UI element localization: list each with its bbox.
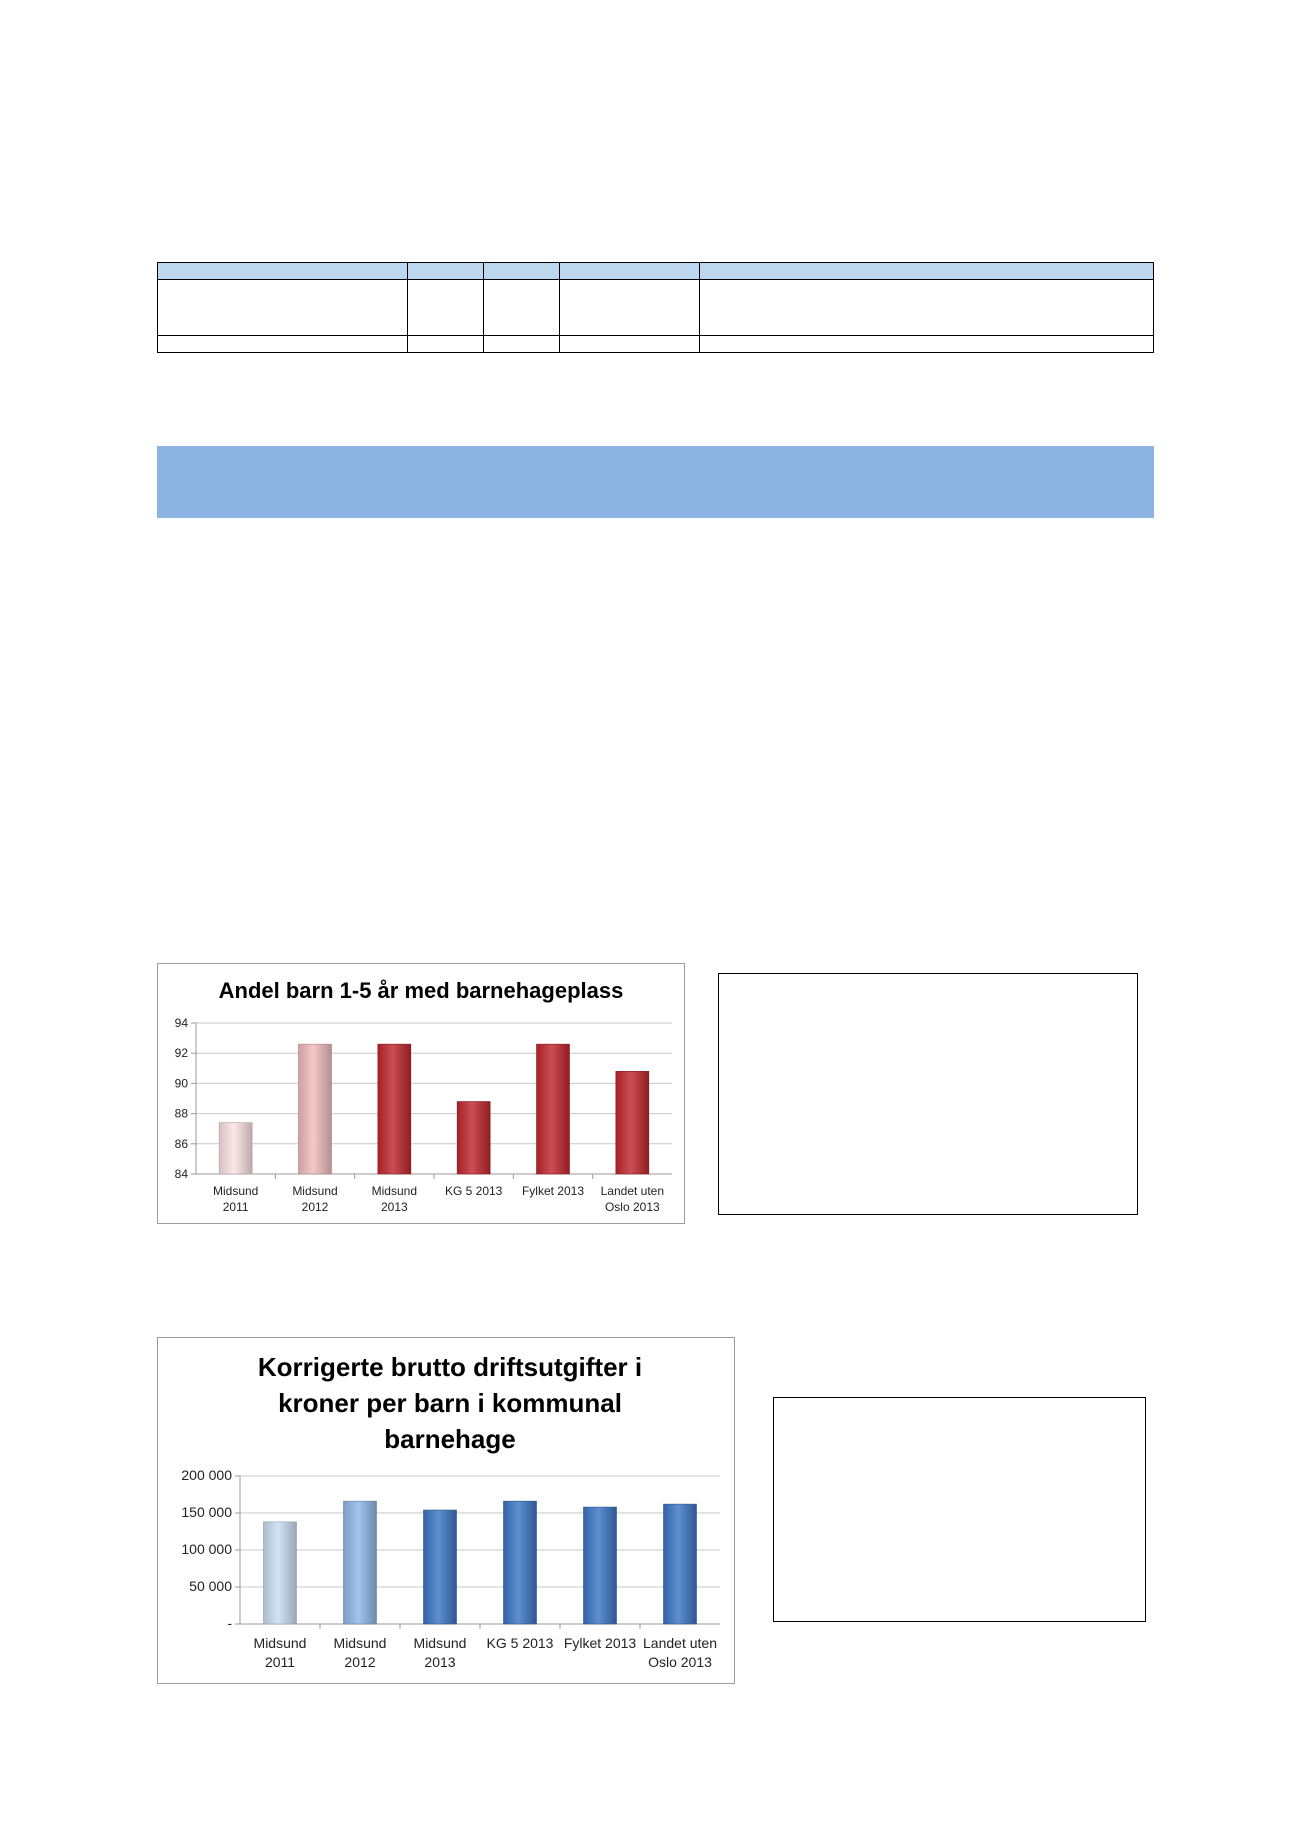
x-tick-label: 2011 (222, 1200, 249, 1214)
x-tick-label: 2013 (424, 1654, 456, 1670)
x-tick-label: KG 5 2013 (444, 1184, 503, 1198)
table-cell (700, 336, 1154, 353)
x-tick-label: 2012 (301, 1200, 329, 1214)
table-cell (484, 336, 560, 353)
bar (344, 1501, 377, 1624)
x-tick-label: Midsund (212, 1184, 259, 1198)
chart-2 (158, 1338, 734, 1683)
bar (504, 1501, 537, 1624)
x-tick-label: Landet uten (643, 1635, 717, 1651)
table-row (158, 280, 1154, 336)
x-tick-label: Oslo 2013 (604, 1200, 660, 1214)
table-row (158, 336, 1154, 353)
y-tick-label: 84 (174, 1167, 188, 1181)
x-tick-label: Midsund (253, 1635, 307, 1651)
y-tick-label: 92 (174, 1046, 188, 1061)
chart-1 (158, 964, 684, 1223)
chart-1-text-box (718, 973, 1138, 1215)
x-tick-label: Landet uten (600, 1184, 665, 1198)
table-header-cell (408, 263, 484, 280)
table-header-cell (484, 263, 560, 280)
bar (424, 1510, 457, 1624)
bar (584, 1507, 617, 1624)
x-tick-label: Midsund (371, 1184, 418, 1198)
bar (219, 1123, 252, 1174)
table-cell (408, 336, 484, 353)
table-cell (700, 280, 1154, 336)
bar (378, 1044, 411, 1174)
table-cell (158, 280, 408, 336)
table-cell (158, 336, 408, 353)
chart-2-text-box (773, 1397, 1146, 1622)
table-cell (560, 280, 700, 336)
table-header-cell (560, 263, 700, 280)
x-tick-label: Midsund (413, 1635, 467, 1651)
data-table (157, 262, 1154, 353)
x-tick-label: Midsund (333, 1635, 387, 1651)
bar (664, 1504, 697, 1624)
y-tick-label: 90 (174, 1076, 188, 1091)
y-tick-label: 50 000 (189, 1578, 232, 1594)
table-header-row (158, 263, 1154, 280)
table-header-cell (158, 263, 408, 280)
y-tick-label: 100 000 (181, 1541, 232, 1557)
bar (616, 1071, 649, 1174)
x-tick-label: 2012 (344, 1654, 376, 1670)
y-tick-label: - (227, 1615, 232, 1631)
bar (537, 1044, 570, 1174)
y-tick-label: 150 000 (181, 1504, 232, 1520)
x-tick-label: Fylket 2013 (563, 1635, 637, 1651)
section-heading-band (157, 446, 1154, 518)
chart-title-line: Korrigerte brutto driftsutgifter i (257, 1352, 643, 1382)
chart-title: Andel barn 1-5 år med barnehageplass (218, 978, 624, 1003)
y-tick-label: 200 000 (181, 1467, 232, 1483)
x-tick-label: Oslo 2013 (648, 1654, 712, 1670)
chart-2-frame (157, 1337, 735, 1684)
x-tick-label: 2011 (264, 1654, 296, 1670)
y-tick-label: 94 (174, 1016, 188, 1030)
table-cell (408, 280, 484, 336)
y-tick-label: 88 (174, 1106, 188, 1121)
x-tick-label: KG 5 2013 (486, 1635, 554, 1651)
x-tick-label: 2013 (380, 1200, 408, 1214)
x-tick-label: Fylket 2013 (521, 1184, 585, 1198)
y-tick-label: 86 (174, 1136, 188, 1151)
chart-1-frame (157, 963, 685, 1224)
x-tick-label: Midsund (292, 1184, 338, 1198)
chart-title-line: kroner per barn i kommunal (278, 1388, 622, 1418)
table-cell (484, 280, 560, 336)
table-cell (560, 336, 700, 353)
bar (457, 1102, 490, 1174)
table-header-cell (700, 263, 1154, 280)
chart-title-line: barnehage (384, 1424, 516, 1454)
bar (299, 1044, 332, 1174)
bar (264, 1522, 297, 1624)
